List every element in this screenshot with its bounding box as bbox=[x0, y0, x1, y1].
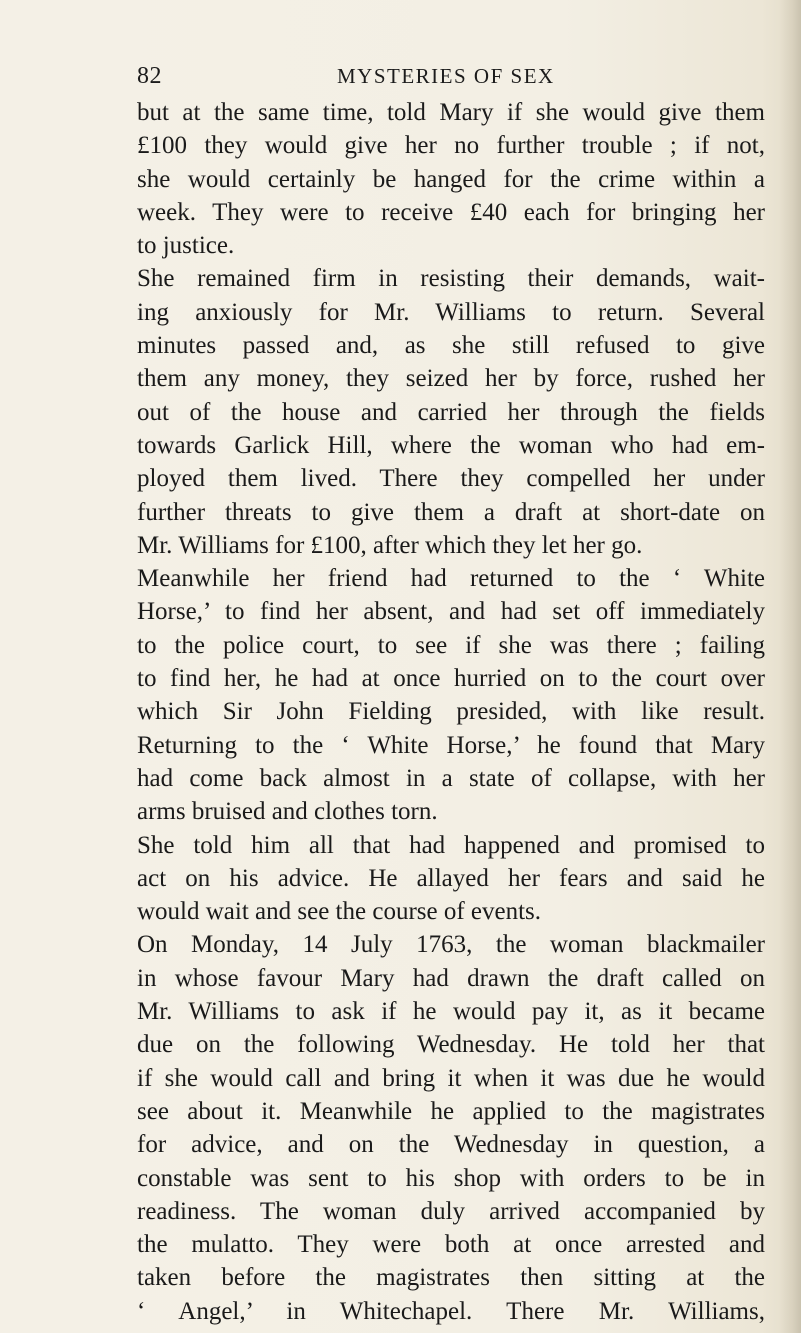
text-line: Returning to the ‘ White Horse,’ he found that Mary bbox=[137, 731, 765, 759]
text-line: but at the same time, told Mary if she would give them bbox=[137, 99, 765, 126]
text-line: the mulatto. They were both at once arrested and bbox=[137, 1231, 765, 1259]
running-head: MYSTERIES OF SEX bbox=[337, 64, 555, 88]
text-line: Horse,’ to find her absent, and had set off immediately bbox=[137, 598, 765, 626]
text-line: £100 they would give her no further trouble ; if not, bbox=[137, 132, 765, 160]
text-line: had come back almost in a state of collapse, with her bbox=[137, 764, 765, 792]
text-line: due on the following Wednesday. He told her that bbox=[137, 1031, 765, 1059]
text-line: further threats to give them a draft at short-date on bbox=[137, 498, 765, 526]
text-line: constable was sent to his shop with orders to be in bbox=[137, 1164, 765, 1192]
text-line: minutes passed and, as she still refused to give bbox=[137, 332, 765, 360]
body-text bbox=[137, 96, 765, 1328]
text-line: act on his advice. He allayed her fears and said he bbox=[137, 864, 765, 892]
text-line: Mr. Williams to ask if he would pay it, as it became bbox=[137, 998, 765, 1026]
text-line: ‘ Angel,’ in Whitechapel. There Mr. Williams, bbox=[137, 1297, 765, 1325]
text-line: taken before the magistrates then sitting at the bbox=[137, 1264, 765, 1292]
text-line: she would certainly be hanged for the crime within a bbox=[137, 165, 765, 193]
page-header bbox=[137, 63, 765, 97]
text-line: if she would call and bring it when it was due he would bbox=[137, 1064, 765, 1092]
text-line: Meanwhile her friend had returned to the ‘ White bbox=[137, 565, 765, 593]
text-line: On Monday, 14 July 1763, the woman blackmailer bbox=[137, 931, 765, 959]
text-line: see about it. Meanwhile he applied to the magistrates bbox=[137, 1097, 765, 1125]
text-line: readiness. The woman duly arrived accompanied by bbox=[137, 1197, 765, 1225]
text-line: out of the house and carried her through the fields bbox=[137, 398, 765, 426]
text-line: Mr. Williams for £100, after which they let her go. bbox=[137, 531, 643, 559]
text-line: arms bruised and clothes torn. bbox=[137, 798, 438, 826]
text-line: towards Garlick Hill, where the woman who had em- bbox=[137, 431, 765, 459]
text-line: which Sir John Fielding presided, with like result. bbox=[137, 698, 765, 726]
text-line: in whose favour Mary had drawn the draft called on bbox=[137, 964, 765, 992]
text-line: ployed them lived. There they compelled her under bbox=[137, 465, 765, 493]
text-line: week. They were to receive £40 each for bringing her bbox=[137, 198, 765, 226]
text-line: would wait and see the course of events. bbox=[137, 898, 542, 926]
text-line: to the police court, to see if she was there ; failing bbox=[137, 631, 765, 659]
text-line: to find her, he had at once hurried on to the court over bbox=[137, 665, 765, 693]
text-line: them any money, they seized her by force, rushed her bbox=[137, 365, 765, 393]
text-line: She told him all that had happened and promised to bbox=[137, 831, 765, 859]
page-edge-shadow bbox=[779, 0, 801, 1333]
text-line: ing anxiously for Mr. Williams to return. Several bbox=[137, 298, 765, 326]
text-line: to justice. bbox=[137, 232, 235, 260]
text-line: for advice, and on the Wednesday in question, a bbox=[137, 1131, 765, 1159]
text-line: She remained firm in resisting their demands, wait- bbox=[137, 265, 765, 293]
page-number: 82 bbox=[137, 63, 162, 89]
